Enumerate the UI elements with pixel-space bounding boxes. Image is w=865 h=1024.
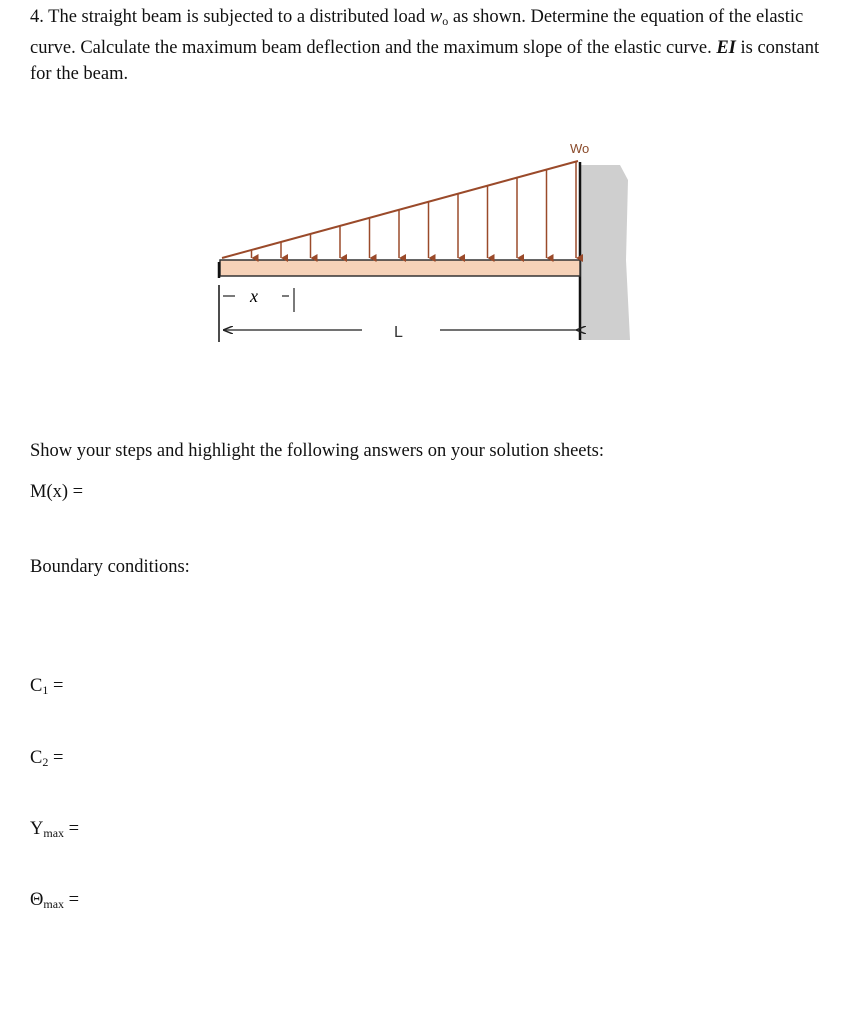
c2-sub: 2: [42, 755, 49, 769]
instructions: Show your steps and highlight the following answers on your solution sheets:: [30, 441, 604, 461]
load-label: Wo: [570, 141, 590, 156]
load-line: [222, 161, 578, 258]
text: is constant for the beam.: [30, 37, 820, 84]
text: The straight beam is subjected to a distributed load: [43, 7, 430, 27]
theta: Θ: [30, 890, 44, 910]
theta-max-answer: [30, 887, 79, 918]
load-sub: o: [442, 14, 449, 28]
load-symbol: w: [429, 7, 443, 27]
eq: =: [48, 748, 64, 768]
beam: [220, 260, 580, 276]
eq: =: [64, 819, 80, 839]
ymax-answer: [30, 816, 79, 847]
text: as shown. Determine the equation of the elastic curve. Calculate the maximum beam deflection and the maximum slope of the elastic curve.: [30, 7, 804, 58]
boundary-conditions-answer: Boundary conditions:: [30, 557, 190, 577]
eq: =: [64, 890, 80, 910]
c1: C: [30, 676, 43, 696]
moment-answer: M(x) =: [30, 482, 84, 502]
c1-answer: [30, 673, 63, 704]
eq: =: [48, 676, 64, 696]
length-label: L: [394, 324, 403, 341]
x-label: x: [250, 286, 258, 306]
ei-symbol: EI: [716, 37, 736, 58]
ymax-sub: max: [43, 826, 65, 840]
wall: [581, 165, 630, 340]
ymax: Y: [30, 819, 44, 839]
beam-diagram: [0, 0, 865, 360]
theta-sub: max: [43, 897, 65, 911]
c1-sub: 1: [42, 683, 49, 697]
problem-number: 4.: [30, 7, 44, 27]
c2: C: [30, 748, 43, 768]
c2-answer: [30, 745, 63, 776]
load-arrows: [252, 162, 577, 258]
